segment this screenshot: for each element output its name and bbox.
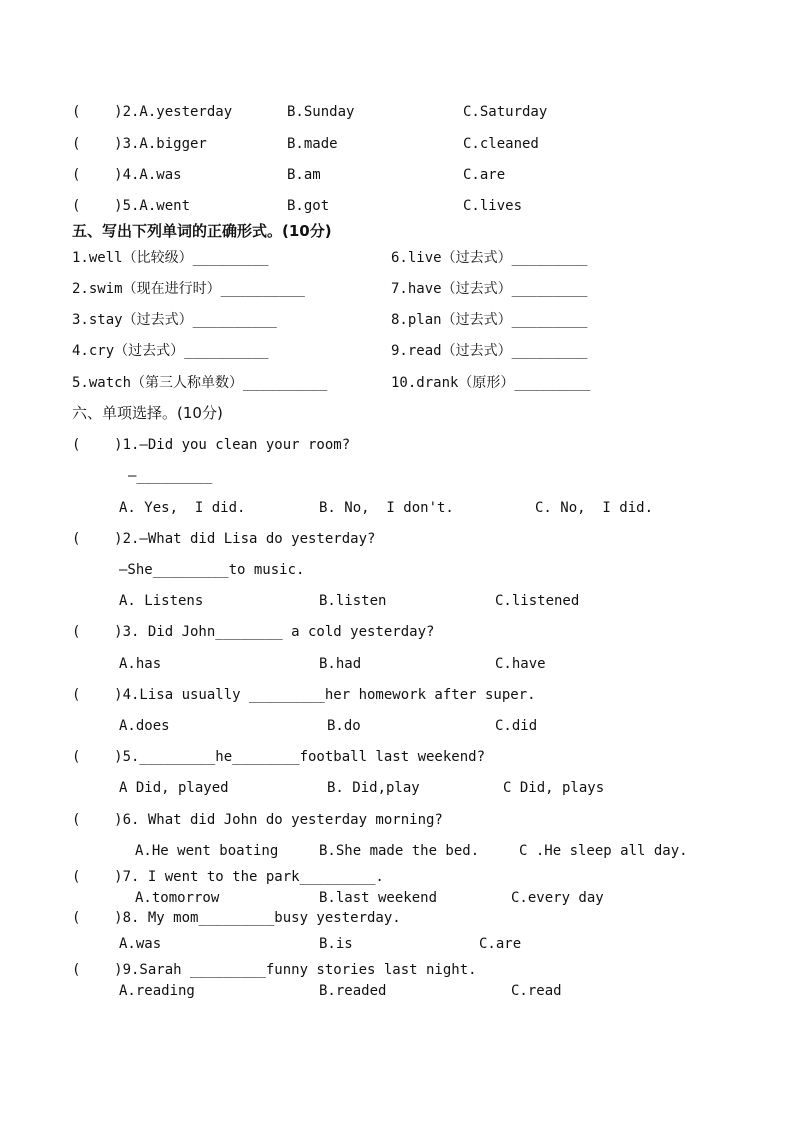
- p6-q9-option-c: C.read: [511, 983, 562, 999]
- p6-q4-stem: ( )4.Lisa usually _________her homework after super.: [72, 687, 536, 703]
- p6-q6-option-b: B.She made the bed.: [319, 843, 480, 859]
- p6-q5-option-a: A Did, played: [119, 780, 229, 796]
- p4-q3-stem: ( )3.A.bigger: [72, 136, 207, 152]
- p4-q2-stem: ( )2.A.yesterday: [72, 104, 233, 120]
- p5-item-1: 1.well（比较级）_________: [72, 250, 269, 266]
- p5-item-5: 5.watch（第三人称单数）__________: [72, 375, 328, 391]
- p4-q2-option-c: C.Saturday: [463, 104, 548, 120]
- p5-item-2: 2.swim（现在进行时）__________: [72, 281, 305, 297]
- p6-q4-option-b: B.do: [327, 718, 361, 734]
- p5-item-8: 8.plan（过去式）_________: [391, 312, 588, 328]
- p6-q3-option-c: C.have: [495, 656, 546, 672]
- p4-q5-stem: ( )5.A.went: [72, 198, 191, 214]
- p6-q6-option-a: A.He went boating: [135, 843, 279, 859]
- p6-q2-stem: ( )2.—What did Lisa do yesterday?: [72, 531, 376, 547]
- p6-q1-option-b: B. No, I don't.: [319, 500, 454, 516]
- p6-q8-stem: ( )8. My mom_________busy yesterday.: [72, 910, 401, 926]
- p6-q3-option-b: B.had: [319, 656, 362, 672]
- p6-q5-option-b: B. Did,play: [327, 780, 420, 796]
- p6-q6-option-c: C .He sleep all day.: [519, 843, 688, 859]
- p6-q3-stem: ( )3. Did John________ a cold yesterday?: [72, 624, 435, 640]
- part6-title: 六、单项选择。(10分): [72, 404, 223, 422]
- p6-q2-option-c: C.listened: [495, 593, 580, 609]
- p6-q4-option-c: C.did: [495, 718, 538, 734]
- p6-q8-option-a: A.was: [119, 936, 162, 952]
- p6-q8-option-c: C.are: [479, 936, 522, 952]
- p5-item-9: 9.read（过去式）_________: [391, 343, 588, 359]
- p4-q4-stem: ( )4.A.was: [72, 167, 182, 183]
- p6-q7-stem: ( )7. I went to the park_________.: [72, 869, 384, 885]
- p6-q2-line2: —She_________to music.: [119, 562, 305, 578]
- p6-q9-option-b: B.readed: [319, 983, 387, 999]
- p6-q5-option-c: C Did, plays: [503, 780, 605, 796]
- p6-q5-stem: ( )5._________he________football last weekend?: [72, 749, 486, 765]
- p4-q2-option-b: B.Sunday: [287, 104, 355, 120]
- part5-title: 五、写出下列单词的正确形式。(10分): [72, 222, 332, 240]
- p5-item-4: 4.cry（过去式）__________: [72, 343, 269, 359]
- p4-q4-option-c: C.are: [463, 167, 506, 183]
- p6-q4-option-a: A.does: [119, 718, 170, 734]
- p6-q7-option-c: C.every day: [511, 890, 604, 906]
- p6-q2-option-a: A. Listens: [119, 593, 204, 609]
- p5-item-10: 10.drank（原形）_________: [391, 375, 591, 391]
- p6-q1-answer-line: —_________: [128, 468, 213, 484]
- p5-item-3: 3.stay（过去式）__________: [72, 312, 277, 328]
- p4-q5-option-c: C.lives: [463, 198, 523, 214]
- p6-q9-option-a: A.reading: [119, 983, 195, 999]
- p6-q7-option-a: A.tomorrow: [135, 890, 220, 906]
- p6-q1-option-c: C. No, I did.: [535, 500, 654, 516]
- p4-q3-option-c: C.cleaned: [463, 136, 539, 152]
- p4-q4-option-b: B.am: [287, 167, 321, 183]
- p6-q8-option-b: B.is: [319, 936, 353, 952]
- p5-item-6: 6.live（过去式）_________: [391, 250, 588, 266]
- p4-q5-option-b: B.got: [287, 198, 330, 214]
- p6-q9-stem: ( )9.Sarah _________funny stories last night.: [72, 962, 477, 978]
- p4-q3-option-b: B.made: [287, 136, 338, 152]
- p5-item-7: 7.have（过去式）_________: [391, 281, 588, 297]
- p6-q7-option-b: B.last weekend: [319, 890, 438, 906]
- p6-q1-option-a: A. Yes, I did.: [119, 500, 246, 516]
- p6-q2-option-b: B.listen: [319, 593, 387, 609]
- p6-q6-stem: ( )6. What did John do yesterday morning?: [72, 812, 443, 828]
- p6-q1-stem: ( )1.—Did you clean your room?: [72, 437, 351, 453]
- p6-q3-option-a: A.has: [119, 656, 162, 672]
